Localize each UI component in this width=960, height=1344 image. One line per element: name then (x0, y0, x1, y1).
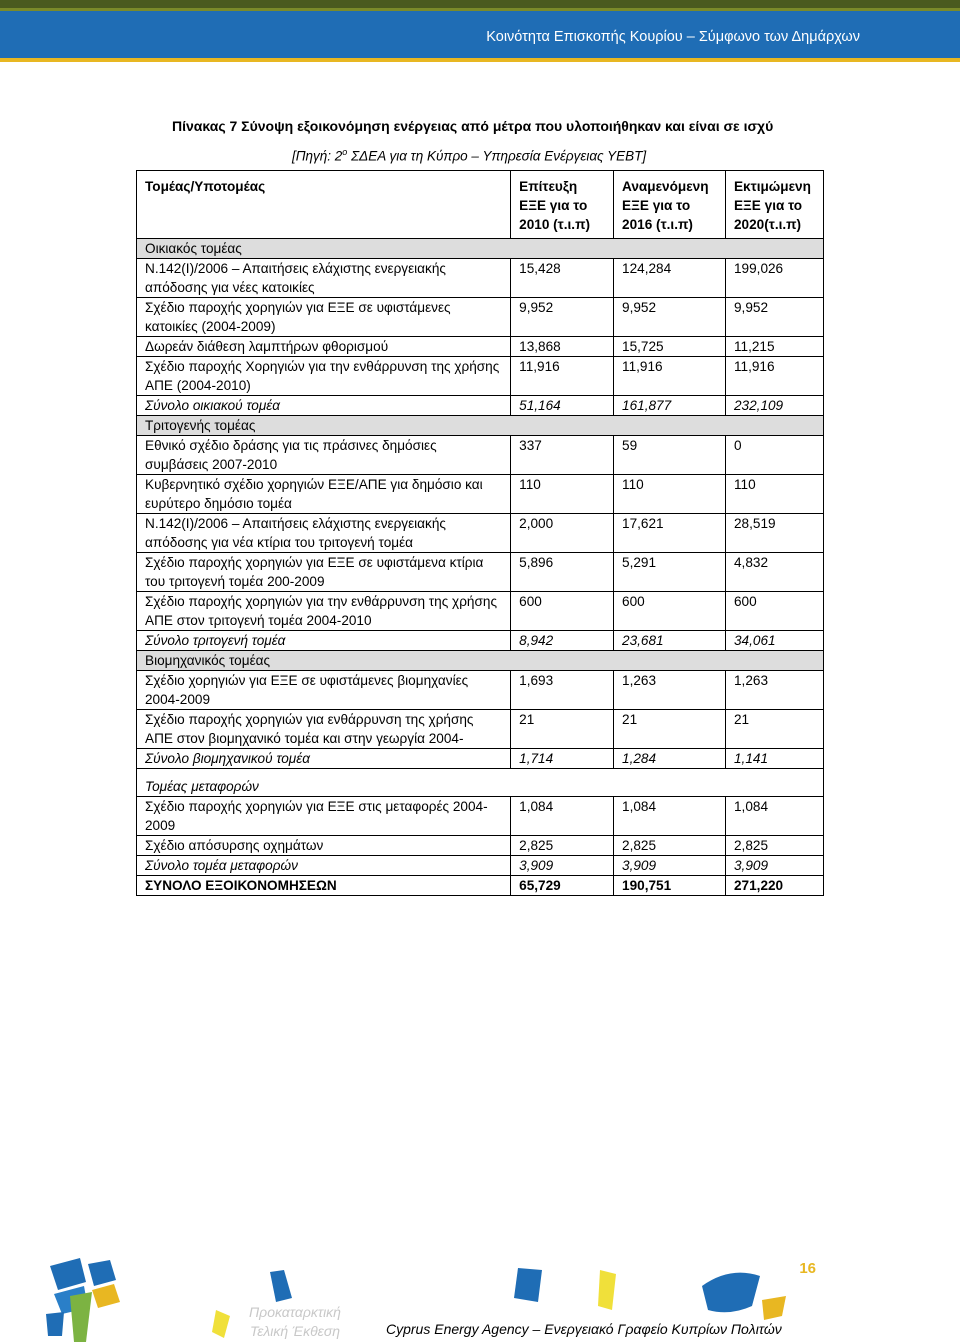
cell-2020: 9,952 (725, 298, 823, 337)
row-label: Σχέδιο χορηγιών για ΕΞΕ σε υφιστάμενες βιομηχανίες 2004-2009 (137, 671, 511, 710)
cell-2020: 271,220 (725, 876, 823, 896)
cell-2016: 600 (614, 592, 726, 631)
source-sup: ο (342, 147, 348, 157)
subtotal-row (137, 856, 824, 876)
cell-2016: 17,621 (614, 514, 726, 553)
yellow-leaf-icon-2 (596, 1270, 618, 1310)
cell-2010: 600 (511, 592, 614, 631)
table-row (137, 475, 824, 514)
cell-2010: 21 (511, 710, 614, 749)
cell-2010: 8,942 (511, 631, 614, 651)
row-label: Ν.142(Ι)/2006 – Απαιτήσεις ελάχιστης ενεργειακής απόδοσης για νέα κτίρια του τριτογενή τομέα (137, 514, 511, 553)
table-header-row (137, 171, 824, 239)
section-label: Τομέας μεταφορών (137, 769, 824, 797)
cell-2010: 9,952 (511, 298, 614, 337)
row-label: Σύνολο οικιακού τομέα (137, 396, 511, 416)
cell-2016: 23,681 (614, 631, 726, 651)
cell-2010: 15,428 (511, 259, 614, 298)
cell-2010: 65,729 (511, 876, 614, 896)
grand-total-row (137, 876, 824, 896)
header-2016: Αναμενόμενη ΕΞΕ για το 2016 (τ.ι.π) (614, 171, 726, 239)
cell-2016: 161,877 (614, 396, 726, 416)
cell-2010: 110 (511, 475, 614, 514)
page-number: 16 (799, 1260, 816, 1277)
cell-2020: 1,141 (725, 749, 823, 769)
table-row (137, 436, 824, 475)
cell-2010: 1,714 (511, 749, 614, 769)
cell-2010: 337 (511, 436, 614, 475)
cell-2016: 1,263 (614, 671, 726, 710)
table-row (137, 337, 824, 357)
cell-2016: 59 (614, 436, 726, 475)
cell-2020: 34,061 (725, 631, 823, 651)
header-2020: Εκτιμώμενη ΕΞΕ για το 2020(τ.ι.π) (725, 171, 823, 239)
row-label: Σύνολο βιομηχανικού τομέα (137, 749, 511, 769)
cell-2020: 110 (725, 475, 823, 514)
row-label: Εθνικό σχέδιο δράσης για τις πράσινες δημόσιες συμβάσεις 2007-2010 (137, 436, 511, 475)
section-row (137, 769, 824, 797)
section-label: Τριτογενής τομέας (137, 416, 824, 436)
cell-2020: 600 (725, 592, 823, 631)
row-label: Σχέδιο παροχής χορηγιών για ενθάρρυνση της χρήσης ΑΠΕ στον βιομηχανικό τομέα και στην γεωργία 2004- (137, 710, 511, 749)
row-label: Σχέδιο παροχής χορηγιών για ΕΞΕ στις μεταφορές 2004-2009 (137, 797, 511, 836)
table-source (292, 147, 646, 164)
subtotal-row (137, 631, 824, 651)
cell-2020: 3,909 (725, 856, 823, 876)
row-label: Κυβερνητικό σχέδιο χορηγιών ΕΞΕ/ΑΠΕ για δημόσιο και ευρύτερο δημόσιο τομέα (137, 475, 511, 514)
banner-bottom-line (0, 58, 960, 62)
row-label: Σύνολο τριτογενή τομέα (137, 631, 511, 651)
table-row (137, 298, 824, 337)
cell-2016: 3,909 (614, 856, 726, 876)
table-row (137, 259, 824, 298)
table-row (137, 592, 824, 631)
cell-2016: 1,084 (614, 797, 726, 836)
row-label: Σχέδιο παροχής χορηγιών για την ενθάρρυνση της χρήσης ΑΠΕ στον τριτογενή τομέα 2004-2010 (137, 592, 511, 631)
header-sector: Τομέας/Υποτομέας (137, 171, 511, 239)
blue-swoosh-icon (700, 1266, 762, 1316)
cell-2016: 110 (614, 475, 726, 514)
blue-leaf-icon-2 (512, 1268, 546, 1304)
cell-2020: 11,215 (725, 337, 823, 357)
row-label: Σχέδιο παροχής χορηγιών για ΕΞΕ σε υφιστάμενα κτίρια του τριτογενή τομέα 200-2009 (137, 553, 511, 592)
draft-watermark (240, 1303, 350, 1341)
cell-2010: 13,868 (511, 337, 614, 357)
yellow-leaf-icon-3 (760, 1296, 788, 1320)
footer-agency: Cyprus Energy Agency – Ενεργειακό Γραφείο Κυπρίων Πολιτών (386, 1321, 782, 1337)
cell-2016: 5,291 (614, 553, 726, 592)
cell-2020: 1,084 (725, 797, 823, 836)
cell-2010: 5,896 (511, 553, 614, 592)
top-stripe (0, 0, 960, 8)
cell-2010: 2,825 (511, 836, 614, 856)
row-label: ΣΥΝΟΛΟ ΕΞΟΙΚΟΝΟΜΗΣΕΩΝ (137, 876, 511, 896)
row-label: Σχέδιο παροχής Χορηγιών για την ενθάρρυνση της χρήσης ΑΠΕ (2004-2010) (137, 357, 511, 396)
row-label: Σύνολο τομέα μεταφορών (137, 856, 511, 876)
cell-2020: 28,519 (725, 514, 823, 553)
cell-2020: 0 (725, 436, 823, 475)
section-row (137, 416, 824, 436)
banner-top-line (0, 8, 960, 11)
cell-2020: 232,109 (725, 396, 823, 416)
source-after: ΣΔΕΑ για τη Κύπρο – Υπηρεσία Ενέργειας ΥΕΒΤ] (347, 148, 647, 164)
cell-2016: 9,952 (614, 298, 726, 337)
cell-2020: 1,263 (725, 671, 823, 710)
table-body (137, 171, 824, 896)
table-row (137, 797, 824, 836)
row-label: Σχέδιο παροχής χορηγιών για ΕΞΕ σε υφιστάμενες κατοικίες (2004-2009) (137, 298, 511, 337)
cell-2010: 2,000 (511, 514, 614, 553)
row-label: Ν.142(Ι)/2006 – Απαιτήσεις ελάχιστης ενεργειακής απόδοσης για νέες κατοικίες (137, 259, 511, 298)
blue-leaf-icon (266, 1270, 296, 1302)
cell-2016: 11,916 (614, 357, 726, 396)
savings-table (136, 170, 824, 896)
table-row (137, 357, 824, 396)
banner-title: Κοινότητα Επισκοπής Κουρίου – Σύμφωνο των Δημάρχων (486, 29, 860, 45)
section-row (137, 239, 824, 259)
section-label: Βιομηχανικός τομέας (137, 651, 824, 671)
subtotal-row (137, 749, 824, 769)
table-row (137, 671, 824, 710)
cell-2010: 1,693 (511, 671, 614, 710)
cell-2010: 51,164 (511, 396, 614, 416)
cell-2016: 190,751 (614, 876, 726, 896)
cell-2016: 21 (614, 710, 726, 749)
cell-2020: 199,026 (725, 259, 823, 298)
cell-2016: 124,284 (614, 259, 726, 298)
table-row (137, 710, 824, 749)
cell-2010: 11,916 (511, 357, 614, 396)
section-label: Οικιακός τομέας (137, 239, 824, 259)
draft-line-2: Τελική Έκθεση (249, 1323, 341, 1339)
draft-line-1: Προκαταρκτική (249, 1304, 341, 1320)
subtotal-row (137, 396, 824, 416)
table-row (137, 514, 824, 553)
header-banner (0, 8, 960, 60)
covenant-of-mayors-logo (40, 1256, 150, 1344)
cell-2010: 1,084 (511, 797, 614, 836)
cell-2010: 3,909 (511, 856, 614, 876)
cell-2020: 2,825 (725, 836, 823, 856)
cell-2016: 15,725 (614, 337, 726, 357)
cell-2020: 11,916 (725, 357, 823, 396)
cell-2016: 2,825 (614, 836, 726, 856)
table-row (137, 553, 824, 592)
section-row (137, 651, 824, 671)
table-caption: Πίνακας 7 Σύνοψη εξοικονόμηση ενέργειας από μέτρα που υλοποιήθηκαν και είναι σε ισχύ (172, 118, 774, 134)
yellow-leaf-icon (210, 1310, 232, 1338)
source-before: [Πηγή: 2 (292, 148, 343, 164)
row-label: Σχέδιο απόσυρσης οχημάτων (137, 836, 511, 856)
row-label: Δωρεάν διάθεση λαμπτήρων φθορισμού (137, 337, 511, 357)
cell-2016: 1,284 (614, 749, 726, 769)
cell-2020: 21 (725, 710, 823, 749)
header-2010: Επίτευξη ΕΞΕ για το 2010 (τ.ι.π) (511, 171, 614, 239)
table-row (137, 836, 824, 856)
cell-2020: 4,832 (725, 553, 823, 592)
